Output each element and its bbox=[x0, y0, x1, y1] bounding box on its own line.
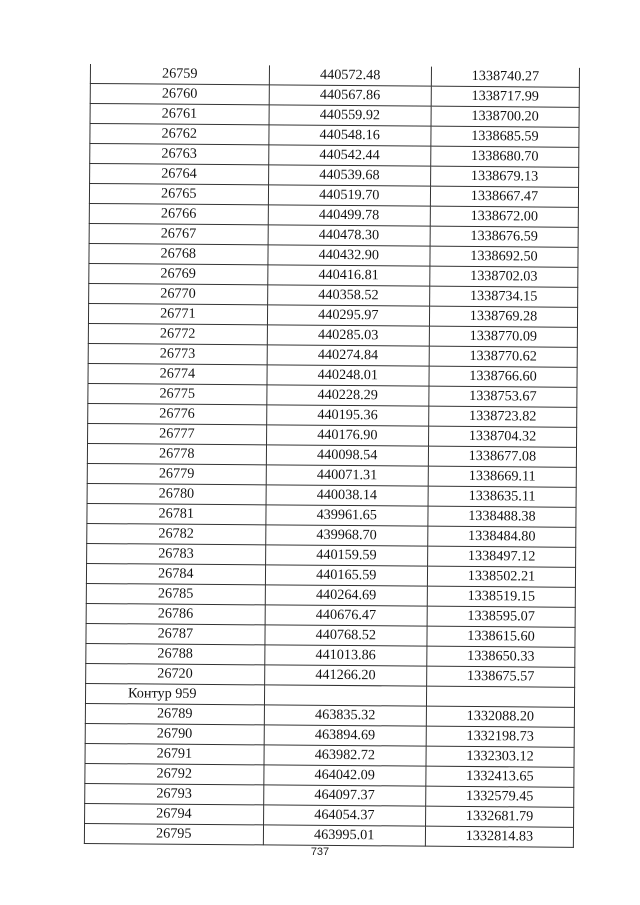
x-coordinate-cell: 440358.52 bbox=[267, 285, 429, 306]
x-coordinate-cell: 464097.37 bbox=[263, 785, 425, 806]
y-coordinate-cell: 1338723.82 bbox=[429, 406, 577, 427]
y-coordinate-cell: 1338770.62 bbox=[429, 346, 577, 367]
point-id-cell: 26768 bbox=[89, 243, 268, 264]
point-id-cell: 26773 bbox=[88, 343, 267, 364]
x-coordinate-cell: 441013.86 bbox=[264, 645, 426, 666]
x-coordinate-cell: 439961.65 bbox=[266, 505, 428, 526]
y-coordinate-cell: 1338702.03 bbox=[430, 266, 578, 287]
x-coordinate-cell: 463894.69 bbox=[264, 725, 426, 746]
y-coordinate-cell: 1338685.59 bbox=[431, 126, 579, 147]
x-coordinate-cell: 440295.97 bbox=[267, 305, 429, 326]
x-coordinate-cell: 440071.31 bbox=[266, 465, 428, 486]
y-coordinate-cell: 1338615.60 bbox=[427, 626, 575, 647]
empty-cell bbox=[264, 685, 426, 706]
point-id-cell: 26763 bbox=[90, 144, 269, 165]
y-coordinate-cell: 1338595.07 bbox=[427, 606, 575, 627]
x-coordinate-cell: 440176.90 bbox=[266, 425, 428, 446]
y-coordinate-cell: 1338704.32 bbox=[428, 426, 576, 447]
table-row bbox=[84, 823, 573, 847]
y-coordinate-cell: 1338700.20 bbox=[431, 106, 579, 127]
empty-cell bbox=[426, 686, 574, 707]
point-id-cell: 26788 bbox=[86, 643, 265, 664]
point-id-cell: 26782 bbox=[87, 523, 266, 544]
point-id-cell: 26776 bbox=[88, 403, 267, 424]
y-coordinate-cell: 1338677.08 bbox=[428, 446, 576, 467]
x-coordinate-cell: 439968.70 bbox=[265, 525, 427, 546]
point-id-cell: 26791 bbox=[85, 743, 264, 764]
y-coordinate-cell: 1338769.28 bbox=[429, 306, 577, 327]
y-coordinate-cell: 1332413.65 bbox=[426, 766, 574, 787]
x-coordinate-cell: 440432.90 bbox=[268, 245, 430, 266]
y-coordinate-cell: 1338488.38 bbox=[428, 506, 576, 527]
point-id-cell: 26781 bbox=[87, 503, 266, 524]
point-id-cell: 26761 bbox=[90, 104, 269, 125]
point-id-cell: 26766 bbox=[89, 203, 268, 224]
x-coordinate-cell: 440195.36 bbox=[266, 405, 428, 426]
coordinates-table-body bbox=[84, 64, 579, 847]
y-coordinate-cell: 1338502.21 bbox=[427, 566, 575, 587]
point-id-cell: 26787 bbox=[86, 623, 265, 644]
x-coordinate-cell: 440416.81 bbox=[267, 265, 429, 286]
point-id-cell: 26789 bbox=[85, 703, 264, 724]
x-coordinate-cell: 463835.32 bbox=[264, 705, 426, 726]
coordinates-table bbox=[84, 64, 580, 848]
x-coordinate-cell: 440542.44 bbox=[268, 145, 430, 166]
x-coordinate-cell: 440248.01 bbox=[267, 365, 429, 386]
x-coordinate-cell: 440572.48 bbox=[269, 65, 431, 86]
point-id-cell: 26795 bbox=[84, 823, 263, 844]
point-id-cell: 26783 bbox=[87, 543, 266, 564]
y-coordinate-cell: 1332303.12 bbox=[426, 746, 574, 767]
x-coordinate-cell: 440274.84 bbox=[267, 345, 429, 366]
y-coordinate-cell: 1338519.15 bbox=[427, 586, 575, 607]
x-coordinate-cell: 440264.69 bbox=[265, 585, 427, 606]
x-coordinate-cell: 440559.92 bbox=[269, 105, 431, 126]
y-coordinate-cell: 1338717.99 bbox=[431, 86, 579, 107]
point-id-cell: 26764 bbox=[90, 164, 269, 185]
y-coordinate-cell: 1338667.47 bbox=[430, 186, 578, 207]
x-coordinate-cell: 440285.03 bbox=[267, 325, 429, 346]
page-number: 737 bbox=[310, 846, 330, 858]
y-coordinate-cell: 1332681.79 bbox=[425, 806, 573, 827]
y-coordinate-cell: 1338680.70 bbox=[431, 146, 579, 167]
y-coordinate-cell: 1332579.45 bbox=[426, 786, 574, 807]
x-coordinate-cell: 441266.20 bbox=[264, 665, 426, 686]
y-coordinate-cell: 1338770.09 bbox=[429, 326, 577, 347]
x-coordinate-cell: 440098.54 bbox=[266, 445, 428, 466]
y-coordinate-cell: 1332814.83 bbox=[425, 826, 573, 847]
coordinates-table-wrapper bbox=[84, 64, 580, 848]
x-coordinate-cell: 463995.01 bbox=[263, 825, 425, 846]
y-coordinate-cell: 1338679.13 bbox=[431, 166, 579, 187]
point-id-cell: 26786 bbox=[86, 603, 265, 624]
x-coordinate-cell: 440548.16 bbox=[269, 125, 431, 146]
x-coordinate-cell: 463982.72 bbox=[264, 745, 426, 766]
y-coordinate-cell: 1332088.20 bbox=[426, 706, 574, 727]
y-coordinate-cell: 1338676.59 bbox=[430, 226, 578, 247]
y-coordinate-cell: 1338669.11 bbox=[428, 466, 576, 487]
x-coordinate-cell: 440228.29 bbox=[266, 385, 428, 406]
x-coordinate-cell: 440038.14 bbox=[266, 485, 428, 506]
point-id-cell: 26772 bbox=[88, 323, 267, 344]
point-id-cell: 26770 bbox=[89, 283, 268, 304]
x-coordinate-cell: 440519.70 bbox=[268, 185, 430, 206]
point-id-cell: 26760 bbox=[90, 84, 269, 105]
y-coordinate-cell: 1332198.73 bbox=[426, 726, 574, 747]
x-coordinate-cell: 440539.68 bbox=[268, 165, 430, 186]
x-coordinate-cell: 440499.78 bbox=[268, 205, 430, 226]
point-id-cell: 26780 bbox=[87, 483, 266, 504]
x-coordinate-cell: 440165.59 bbox=[265, 565, 427, 586]
point-id-cell: 26785 bbox=[86, 583, 265, 604]
y-coordinate-cell: 1338635.11 bbox=[428, 486, 576, 507]
x-coordinate-cell: 440676.47 bbox=[265, 605, 427, 626]
point-id-cell: 26779 bbox=[87, 463, 266, 484]
y-coordinate-cell: 1338740.27 bbox=[431, 67, 579, 88]
x-coordinate-cell: 440159.59 bbox=[265, 545, 427, 566]
y-coordinate-cell: 1338766.60 bbox=[429, 366, 577, 387]
point-id-cell: 26792 bbox=[85, 763, 264, 784]
y-coordinate-cell: 1338672.00 bbox=[430, 206, 578, 227]
point-id-cell: 26794 bbox=[85, 803, 264, 824]
point-id-cell: 26784 bbox=[86, 563, 265, 584]
y-coordinate-cell: 1338734.15 bbox=[430, 286, 578, 307]
point-id-cell: 26759 bbox=[90, 64, 269, 85]
point-id-cell: 26720 bbox=[86, 663, 265, 684]
y-coordinate-cell: 1338484.80 bbox=[428, 526, 576, 547]
point-id-cell: 26771 bbox=[88, 303, 267, 324]
point-id-cell: 26790 bbox=[85, 723, 264, 744]
point-id-cell: 26765 bbox=[89, 184, 268, 205]
y-coordinate-cell: 1338692.50 bbox=[430, 246, 578, 267]
x-coordinate-cell: 464054.37 bbox=[263, 805, 425, 826]
y-coordinate-cell: 1338753.67 bbox=[429, 386, 577, 407]
x-coordinate-cell: 440768.52 bbox=[265, 625, 427, 646]
point-id-cell: 26767 bbox=[89, 223, 268, 244]
y-coordinate-cell: 1338497.12 bbox=[428, 546, 576, 567]
point-id-cell: 26775 bbox=[88, 383, 267, 404]
point-id-cell: 26777 bbox=[88, 423, 267, 444]
point-id-cell: 26762 bbox=[90, 124, 269, 145]
x-coordinate-cell: 464042.09 bbox=[263, 765, 425, 786]
x-coordinate-cell: 440567.86 bbox=[269, 85, 431, 106]
point-id-cell: 26769 bbox=[89, 263, 268, 284]
y-coordinate-cell: 1338650.33 bbox=[427, 646, 575, 667]
point-id-cell: 26793 bbox=[85, 783, 264, 804]
section-title: Контур 959 bbox=[85, 683, 264, 704]
point-id-cell: 26774 bbox=[88, 363, 267, 384]
point-id-cell: 26778 bbox=[87, 443, 266, 464]
y-coordinate-cell: 1338675.57 bbox=[427, 666, 575, 687]
x-coordinate-cell: 440478.30 bbox=[268, 225, 430, 246]
